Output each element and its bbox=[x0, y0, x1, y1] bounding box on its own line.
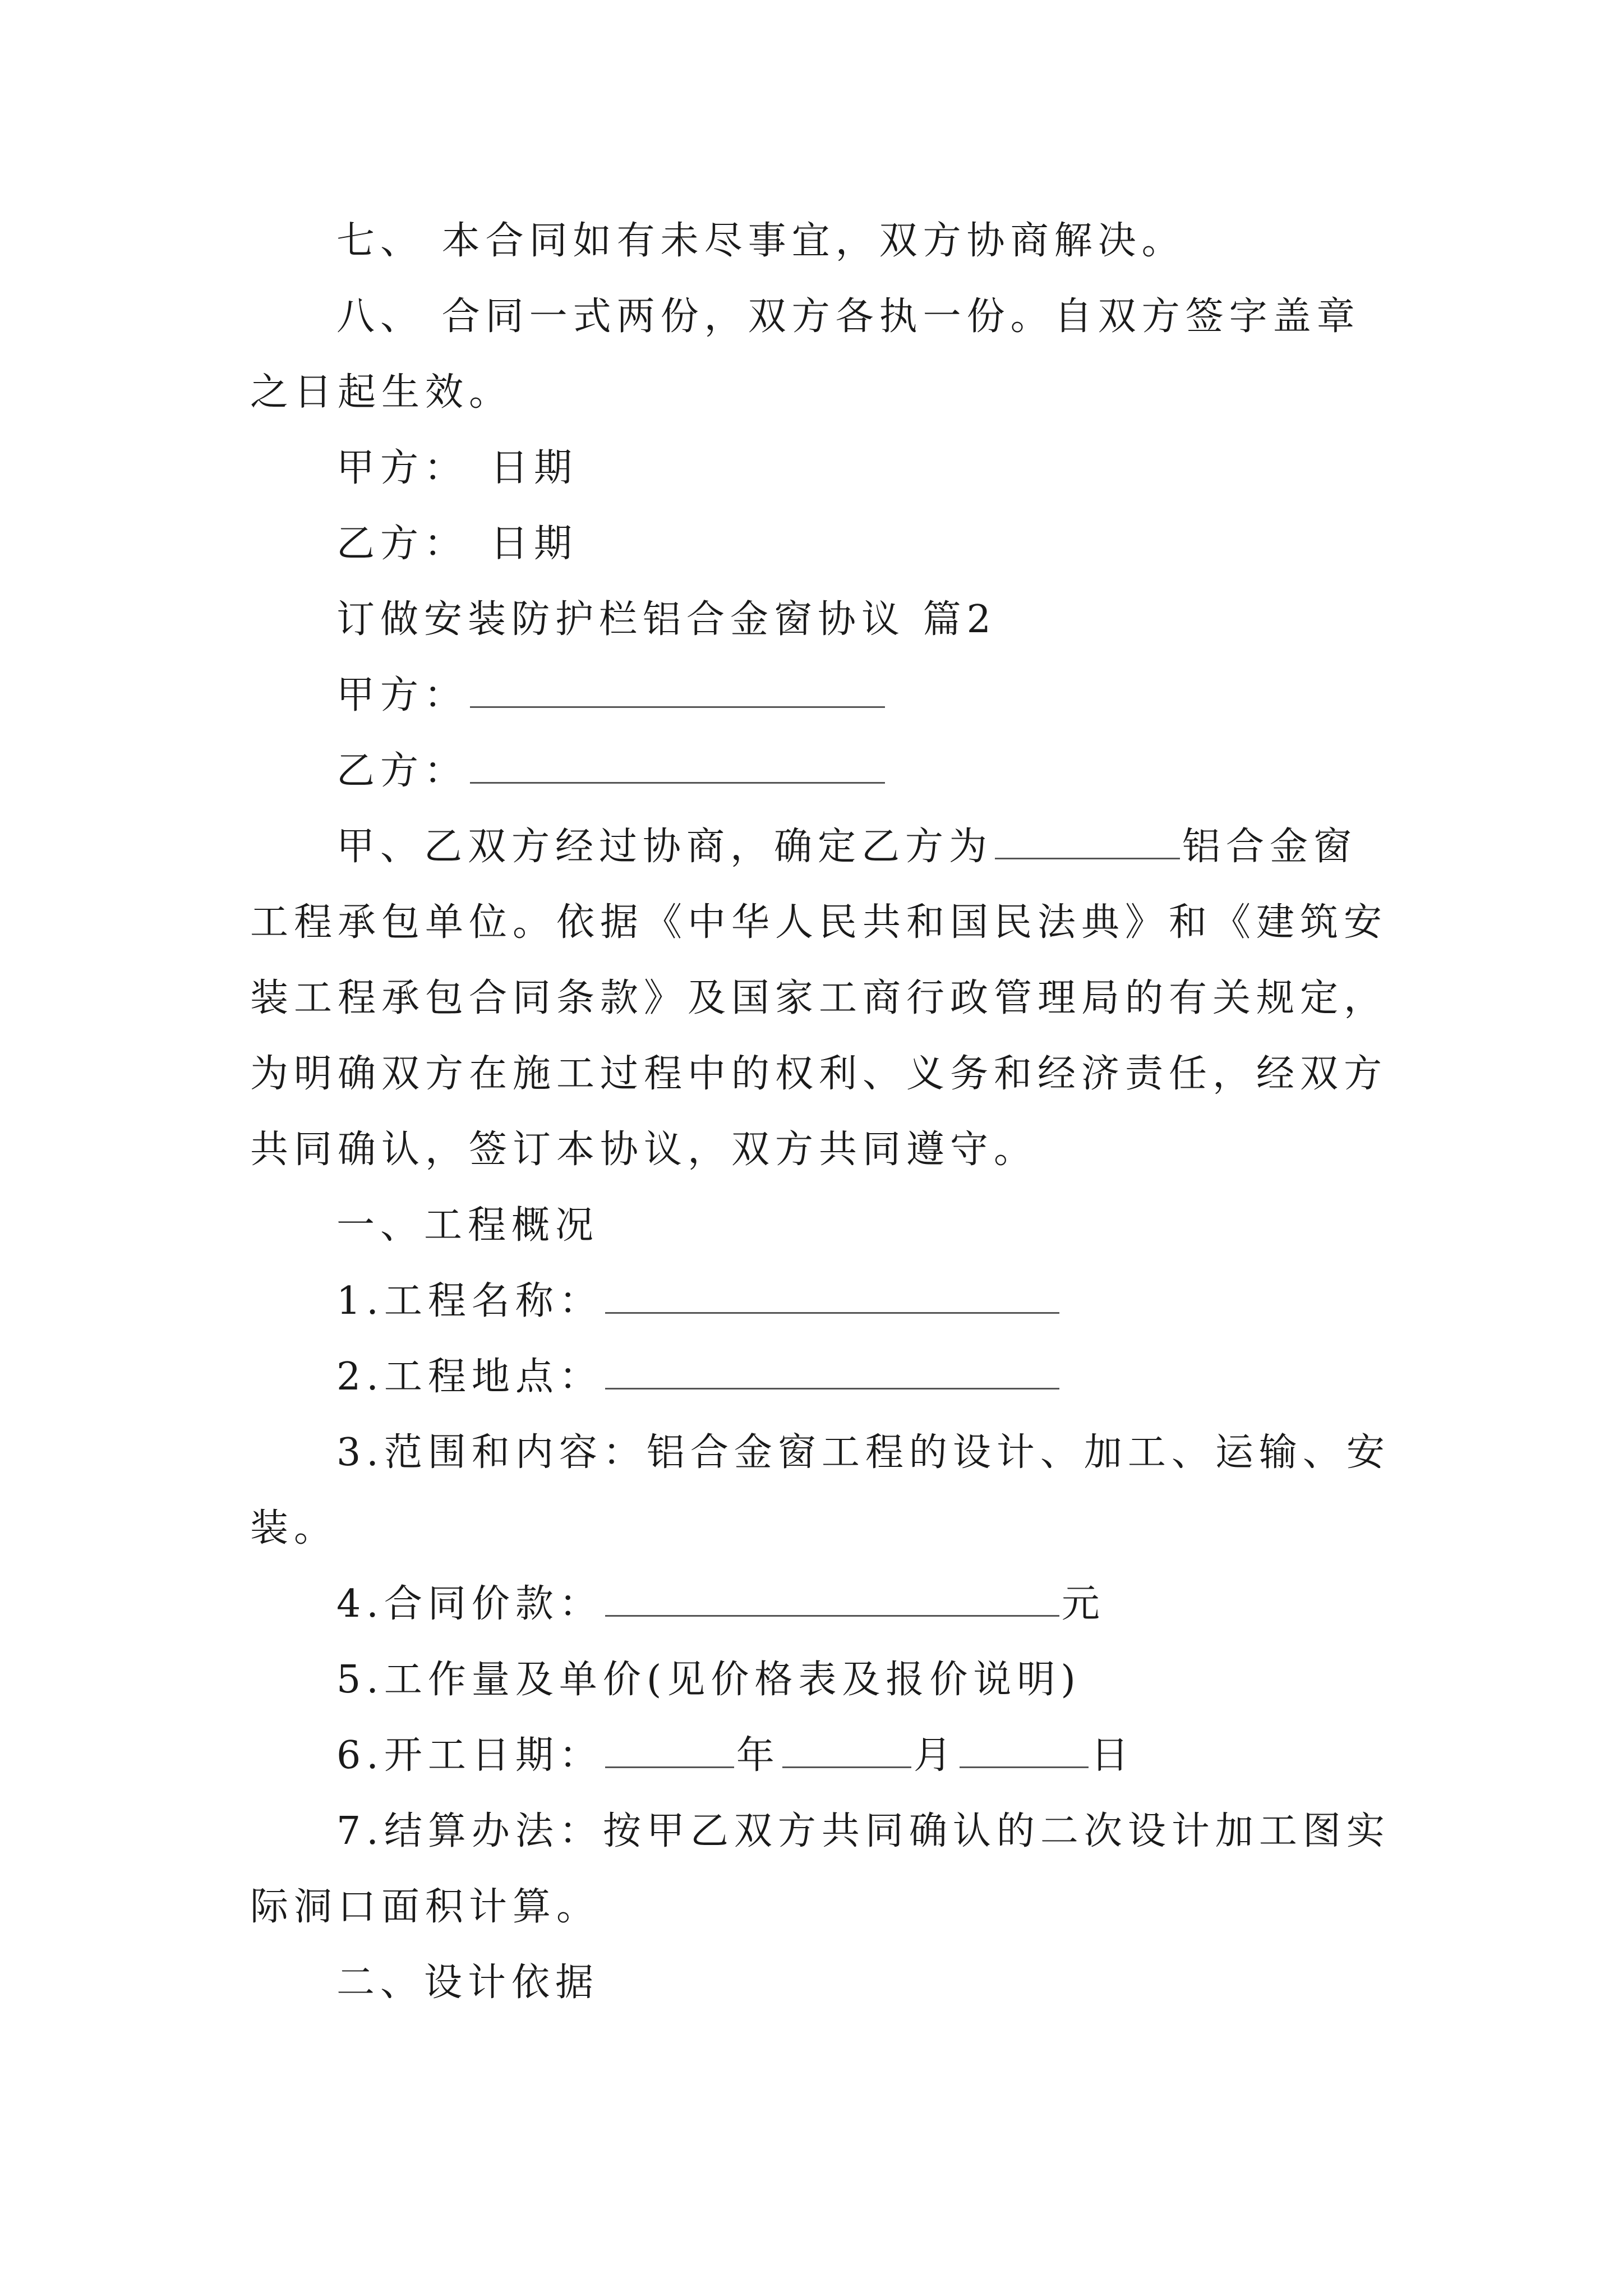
heading-1: 一、工程概况 bbox=[336, 1203, 600, 1248]
item-7-line2: 际洞口面积计算。 bbox=[250, 1885, 601, 1929]
party-a-line bbox=[336, 670, 887, 721]
signature-party-a bbox=[336, 443, 578, 494]
party-b-blank bbox=[470, 751, 885, 784]
party-b-label: 乙方： bbox=[336, 749, 468, 793]
party-a-label: 甲方： bbox=[336, 446, 468, 490]
clause-8-line1: 八、 合同一式两份，双方各执一份。自双方签字盖章 bbox=[336, 295, 1361, 339]
intro-line3: 装工程承包合同条款》及国家工商行政管理局的有关规定， bbox=[250, 976, 1388, 1020]
clause-7: 七、 本合同如有未尽事宜，双方协商解决。 bbox=[336, 219, 1186, 263]
item-4 bbox=[336, 1579, 1105, 1630]
party-b-line bbox=[336, 746, 887, 797]
project-name-blank bbox=[605, 1281, 1059, 1314]
month-label: 月 bbox=[913, 1733, 957, 1778]
item-6-label: 6.开工日期： bbox=[336, 1733, 603, 1778]
item-2-label: 2.工程地点： bbox=[336, 1355, 603, 1399]
day-blank bbox=[960, 1735, 1089, 1768]
intro-line5: 共同确认，签订本协议，双方共同遵守。 bbox=[250, 1128, 1038, 1172]
intro-line2: 工程承包单位。依据《中华人民共和国民法典》和《建筑安 bbox=[250, 900, 1388, 945]
clause-8-line2: 之日起生效。 bbox=[250, 370, 513, 415]
project-location-blank bbox=[605, 1356, 1059, 1389]
party-a-label: 甲方： bbox=[336, 673, 468, 717]
month-blank bbox=[782, 1735, 911, 1768]
party-a-blank bbox=[470, 675, 885, 708]
item-6 bbox=[336, 1731, 1135, 1781]
day-label: 日 bbox=[1090, 1733, 1135, 1778]
currency-unit: 元 bbox=[1061, 1582, 1105, 1626]
item-4-label: 4.合同价款： bbox=[336, 1582, 603, 1626]
party-b-label: 乙方： bbox=[336, 522, 468, 566]
item-5: 5.工作量及单价(见价格表及报价说明) bbox=[336, 1658, 1081, 1702]
party-b-date-label: 日期 bbox=[490, 522, 578, 566]
intro-line4: 为明确双方在施工过程中的权利、义务和经济责任，经双方 bbox=[250, 1052, 1388, 1096]
item-7-line1: 7.结算办法：按甲乙双方共同确认的二次设计加工图实 bbox=[336, 1809, 1390, 1853]
item-1 bbox=[336, 1276, 1062, 1327]
item-1-label: 1.工程名称： bbox=[336, 1279, 603, 1323]
item-3-line2: 装。 bbox=[250, 1506, 338, 1550]
contractor-blank bbox=[995, 826, 1180, 859]
intro-line1 bbox=[336, 822, 1357, 872]
item-3-line1: 3.范围和内容：铝合金窗工程的设计、加工、运输、安 bbox=[336, 1430, 1390, 1475]
section-title: 订做安装防护栏铝合金窗协议 篇2 bbox=[336, 597, 997, 642]
intro-text: 铝合金窗 bbox=[1182, 825, 1358, 869]
contract-price-blank bbox=[605, 1584, 1059, 1617]
intro-text: 甲、乙双方经过协商，确定乙方为 bbox=[336, 825, 993, 869]
year-blank bbox=[605, 1735, 734, 1768]
item-2 bbox=[336, 1352, 1062, 1402]
signature-party-b bbox=[336, 519, 578, 569]
heading-2: 二、设计依据 bbox=[336, 1961, 600, 2005]
year-label: 年 bbox=[736, 1733, 780, 1778]
party-a-date-label: 日期 bbox=[490, 446, 578, 490]
